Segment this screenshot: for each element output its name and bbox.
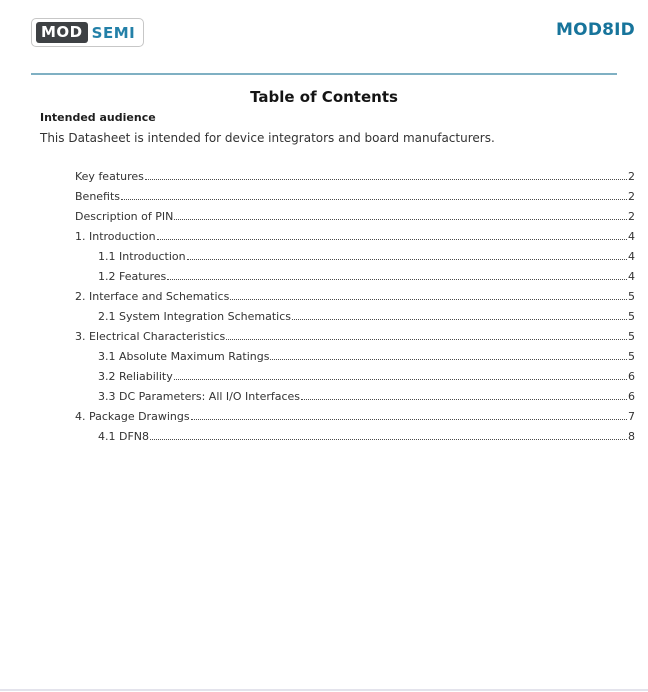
toc-entry-page-number: 5 — [628, 310, 635, 323]
toc-entry-page-number: 2 — [628, 190, 635, 203]
toc-entry-label: 3.1 Absolute Maximum Ratings — [98, 350, 270, 363]
toc-entry[interactable] — [75, 430, 635, 450]
toc-entry[interactable] — [75, 230, 635, 250]
toc-entry-page-number: 2 — [628, 170, 635, 183]
toc-entry-label: 1.1 Introduction — [98, 250, 186, 263]
toc-entry[interactable] — [75, 330, 635, 350]
toc-entry-label: 4. Package Drawings — [75, 410, 190, 423]
page-title: Table of Contents — [250, 88, 398, 106]
toc-dotted-leader — [167, 279, 627, 280]
toc-entry-label: Description of PIN — [75, 210, 174, 223]
product-name: MOD8ID — [556, 20, 635, 40]
toc-entry-page-number: 4 — [628, 270, 635, 283]
toc-entry-page-number: 8 — [628, 430, 635, 443]
toc-dotted-leader — [301, 399, 627, 400]
toc-entry[interactable] — [75, 190, 635, 210]
toc-entry-page-number: 5 — [628, 330, 635, 343]
toc-dotted-leader — [174, 219, 627, 220]
toc-entry[interactable] — [75, 370, 635, 390]
toc-entry-label: 2. Interface and Schematics — [75, 290, 230, 303]
toc-dotted-leader — [292, 319, 627, 320]
toc-entry-label: 4.1 DFN8 — [98, 430, 150, 443]
intended-audience-text: This Datasheet is intended for device integrators and board manufacturers. — [40, 131, 495, 145]
toc-entry-page-number: 4 — [628, 250, 635, 263]
toc-dotted-leader — [145, 179, 627, 180]
toc-entry-page-number: 5 — [628, 350, 635, 363]
toc-entry[interactable] — [75, 250, 635, 270]
toc-dotted-leader — [174, 379, 627, 380]
toc-entry-page-number: 6 — [628, 390, 635, 403]
intended-audience-heading: Intended audience — [40, 111, 156, 124]
logo-semi-text: SEMI — [91, 23, 136, 42]
modsemi-logo — [31, 18, 144, 47]
toc-list — [75, 170, 635, 450]
toc-entry[interactable] — [75, 270, 635, 290]
toc-entry[interactable] — [75, 310, 635, 330]
toc-dotted-leader — [230, 299, 627, 300]
toc-entry[interactable] — [75, 410, 635, 430]
toc-dotted-leader — [150, 439, 627, 440]
toc-entry-label: 3.2 Reliability — [98, 370, 173, 383]
toc-entry-label: Benefits — [75, 190, 121, 203]
header-divider — [31, 73, 617, 75]
toc-entry-page-number: 2 — [628, 210, 635, 223]
toc-entry[interactable] — [75, 170, 635, 190]
toc-entry-label: 1. Introduction — [75, 230, 156, 243]
toc-dotted-leader — [121, 199, 627, 200]
toc-dotted-leader — [187, 259, 627, 260]
toc-dotted-leader — [226, 339, 627, 340]
toc-entry-page-number: 4 — [628, 230, 635, 243]
page-header — [31, 18, 635, 47]
toc-entry[interactable] — [75, 390, 635, 410]
toc-dotted-leader — [270, 359, 627, 360]
toc-entry-page-number: 6 — [628, 370, 635, 383]
toc-dotted-leader — [191, 419, 627, 420]
toc-entry-page-number: 5 — [628, 290, 635, 303]
toc-entry[interactable] — [75, 350, 635, 370]
toc-entry-label: 3.3 DC Parameters: All I/O Interfaces — [98, 390, 301, 403]
toc-entry[interactable] — [75, 210, 635, 230]
toc-entry-page-number: 7 — [628, 410, 635, 423]
toc-entry-label: 3. Electrical Characteristics — [75, 330, 226, 343]
logo-mod-badge: MOD — [36, 22, 88, 43]
toc-entry-label: 2.1 System Integration Schematics — [98, 310, 291, 323]
page-bottom-edge — [0, 689, 648, 691]
toc-dotted-leader — [157, 239, 627, 240]
toc-entry-label: Key features — [75, 170, 144, 183]
toc-entry[interactable] — [75, 290, 635, 310]
toc-entry-label: 1.2 Features — [98, 270, 167, 283]
